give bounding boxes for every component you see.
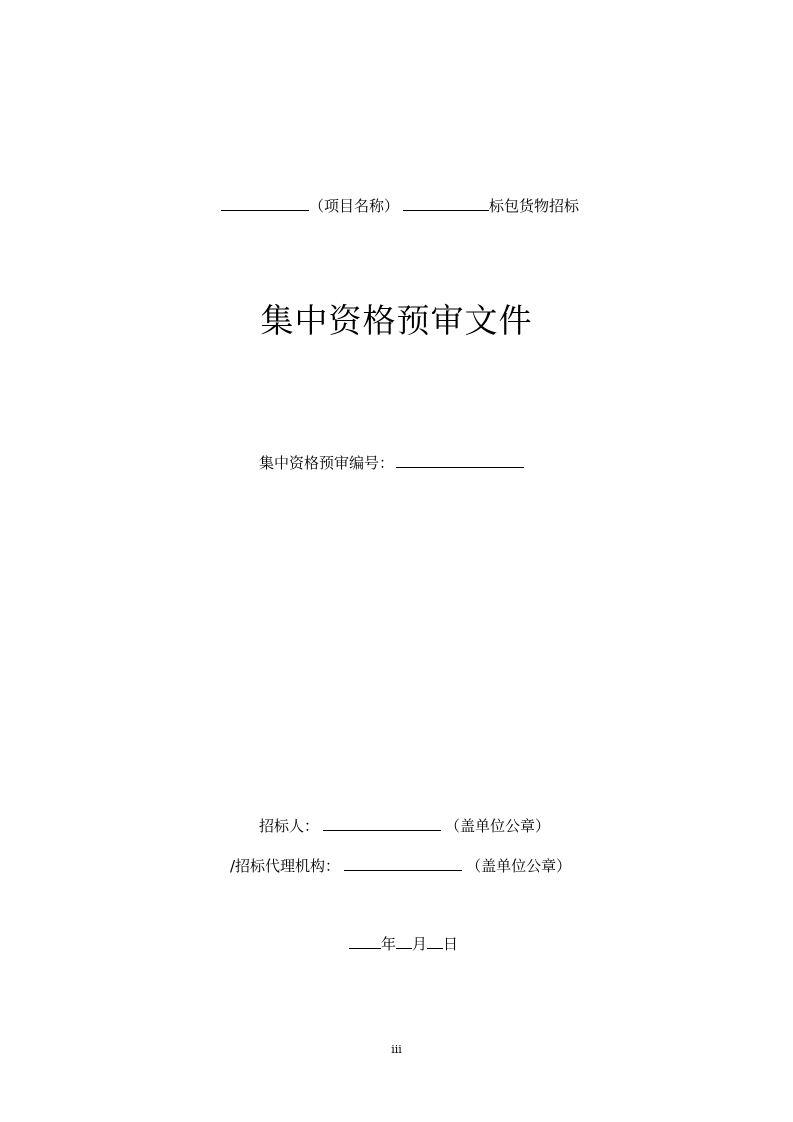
header-line (221, 196, 579, 216)
prequal-number-line (259, 453, 524, 473)
lot-blank[interactable] (403, 196, 489, 211)
day-blank[interactable] (427, 934, 443, 949)
page-number: iii (391, 1043, 402, 1056)
agent-blank[interactable] (344, 856, 462, 871)
prequal-number-label: 集中资格预审编号： (259, 454, 395, 472)
month-blank[interactable] (396, 934, 412, 949)
year-blank[interactable] (349, 934, 381, 949)
month-label: 月 (412, 935, 428, 953)
agent-seal-note: （盖单位公章） (466, 857, 572, 875)
prequal-number-blank[interactable] (396, 453, 524, 468)
agent-label: /招标代理机构： (230, 857, 341, 875)
date-line (349, 934, 458, 954)
bidder-line (259, 816, 550, 836)
bidder-label: 招标人： (259, 817, 320, 835)
bidder-seal-note: （盖单位公章） (445, 817, 551, 835)
year-label: 年 (381, 935, 397, 953)
document-title: 集中资格预审文件 (260, 301, 533, 340)
day-label: 日 (443, 935, 459, 953)
project-name-blank[interactable] (221, 196, 309, 211)
bidder-blank[interactable] (323, 816, 441, 831)
header-suffix: 标包货物招标 (489, 197, 580, 215)
agent-line (230, 856, 571, 876)
project-name-hint: （项目名称） (309, 197, 400, 215)
